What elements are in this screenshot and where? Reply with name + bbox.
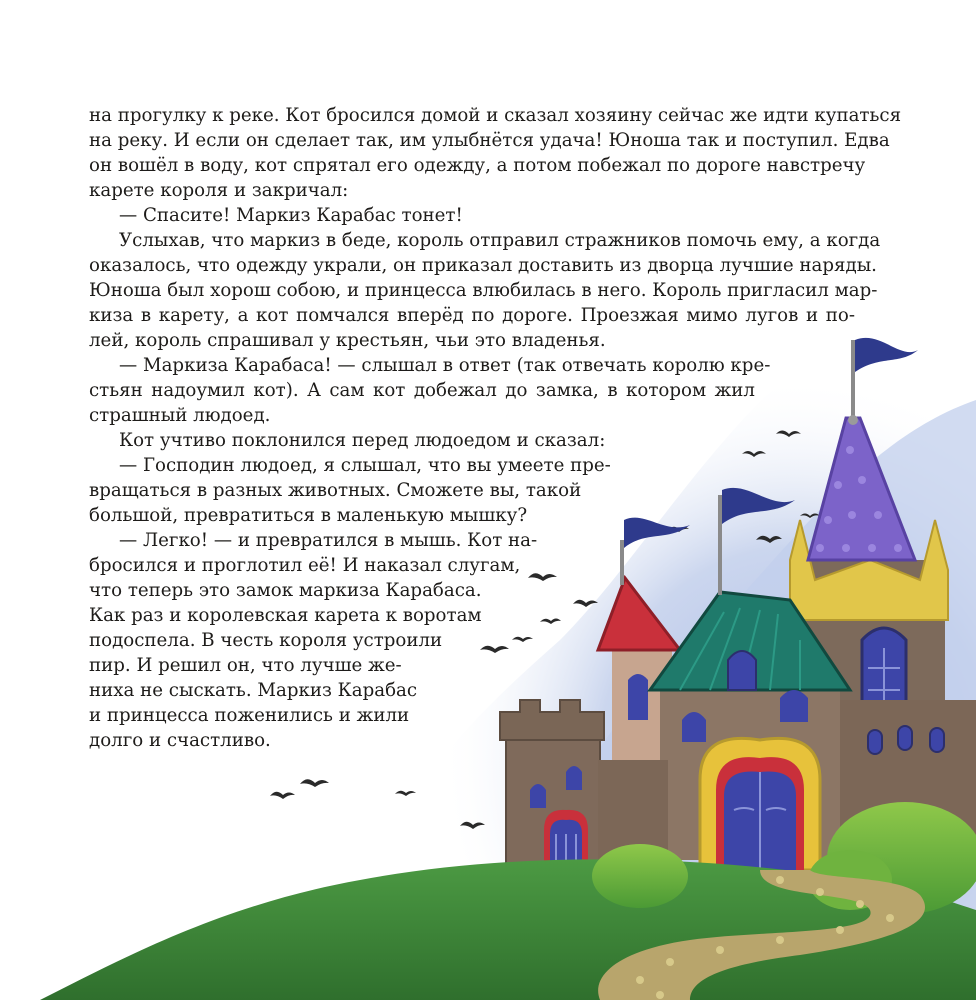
story-line: на прогулку к реке. Кот бросился домой и сказал хозяину сейчас же идти купаться bbox=[89, 105, 902, 126]
story-line: он вошёл в воду, кот спрятал его одежду, а потом побежал по дороге навстречу bbox=[89, 155, 866, 176]
story-line: лей, король спрашивал у крестьян, чьи это владенья. bbox=[89, 330, 606, 351]
story-line: бросился и проглотил её! И наказал слугам, bbox=[89, 555, 521, 576]
story-line: киза в карету, а кот помчался вперёд по дороге. Проезжая мимо лугов и по- bbox=[89, 305, 855, 326]
story-line: Юноша был хорош собою, и принцесса влюбилась в него. Король пригласил мар- bbox=[89, 280, 878, 301]
story-line: — Легко! — и превратился в мышь. Кот на- bbox=[119, 530, 538, 551]
story-line: стьян надоумил кот). А сам кот добежал до замка, в котором жил bbox=[89, 380, 755, 401]
story-line: Кот учтиво поклонился перед людоедом и сказал: bbox=[119, 430, 606, 451]
story-line: Услыхав, что маркиз в беде, король отправил стражников помочь ему, а когда bbox=[119, 230, 881, 251]
story-line: — Спасите! Маркиз Карабас тонет! bbox=[119, 205, 463, 226]
story-line: что теперь это замок маркиза Карабаса. bbox=[89, 580, 482, 601]
story-line: пир. И решил он, что лучше же- bbox=[89, 655, 402, 676]
story-line: долго и счастливо. bbox=[89, 730, 271, 751]
story-line: — Маркиза Карабаса! — слышал в ответ (так отвечать королю кре- bbox=[119, 355, 771, 376]
story-line: оказалось, что одежду украли, он приказал доставить из дворца лучшие наряды. bbox=[89, 255, 877, 276]
story-line: карете короля и закричал: bbox=[89, 180, 349, 201]
story-line: страшный людоед. bbox=[89, 405, 271, 426]
story-line: и принцесса поженились и жили bbox=[89, 705, 410, 726]
story-line: Как раз и королевская карета к воротам bbox=[89, 605, 482, 626]
story-line: ниха не сыскать. Маркиз Карабас bbox=[89, 680, 418, 701]
story-line: — Господин людоед, я слышал, что вы умеете пре- bbox=[119, 455, 611, 476]
story-line: на реку. И если он сделает так, им улыбнётся удача! Юноша так и поступил. Едва bbox=[89, 130, 890, 151]
story-line: большой, превратиться в маленькую мышку? bbox=[89, 505, 528, 526]
story-line: подоспела. В честь короля устроили bbox=[89, 630, 443, 651]
story-line: вращаться в разных животных. Сможете вы, такой bbox=[89, 480, 582, 501]
